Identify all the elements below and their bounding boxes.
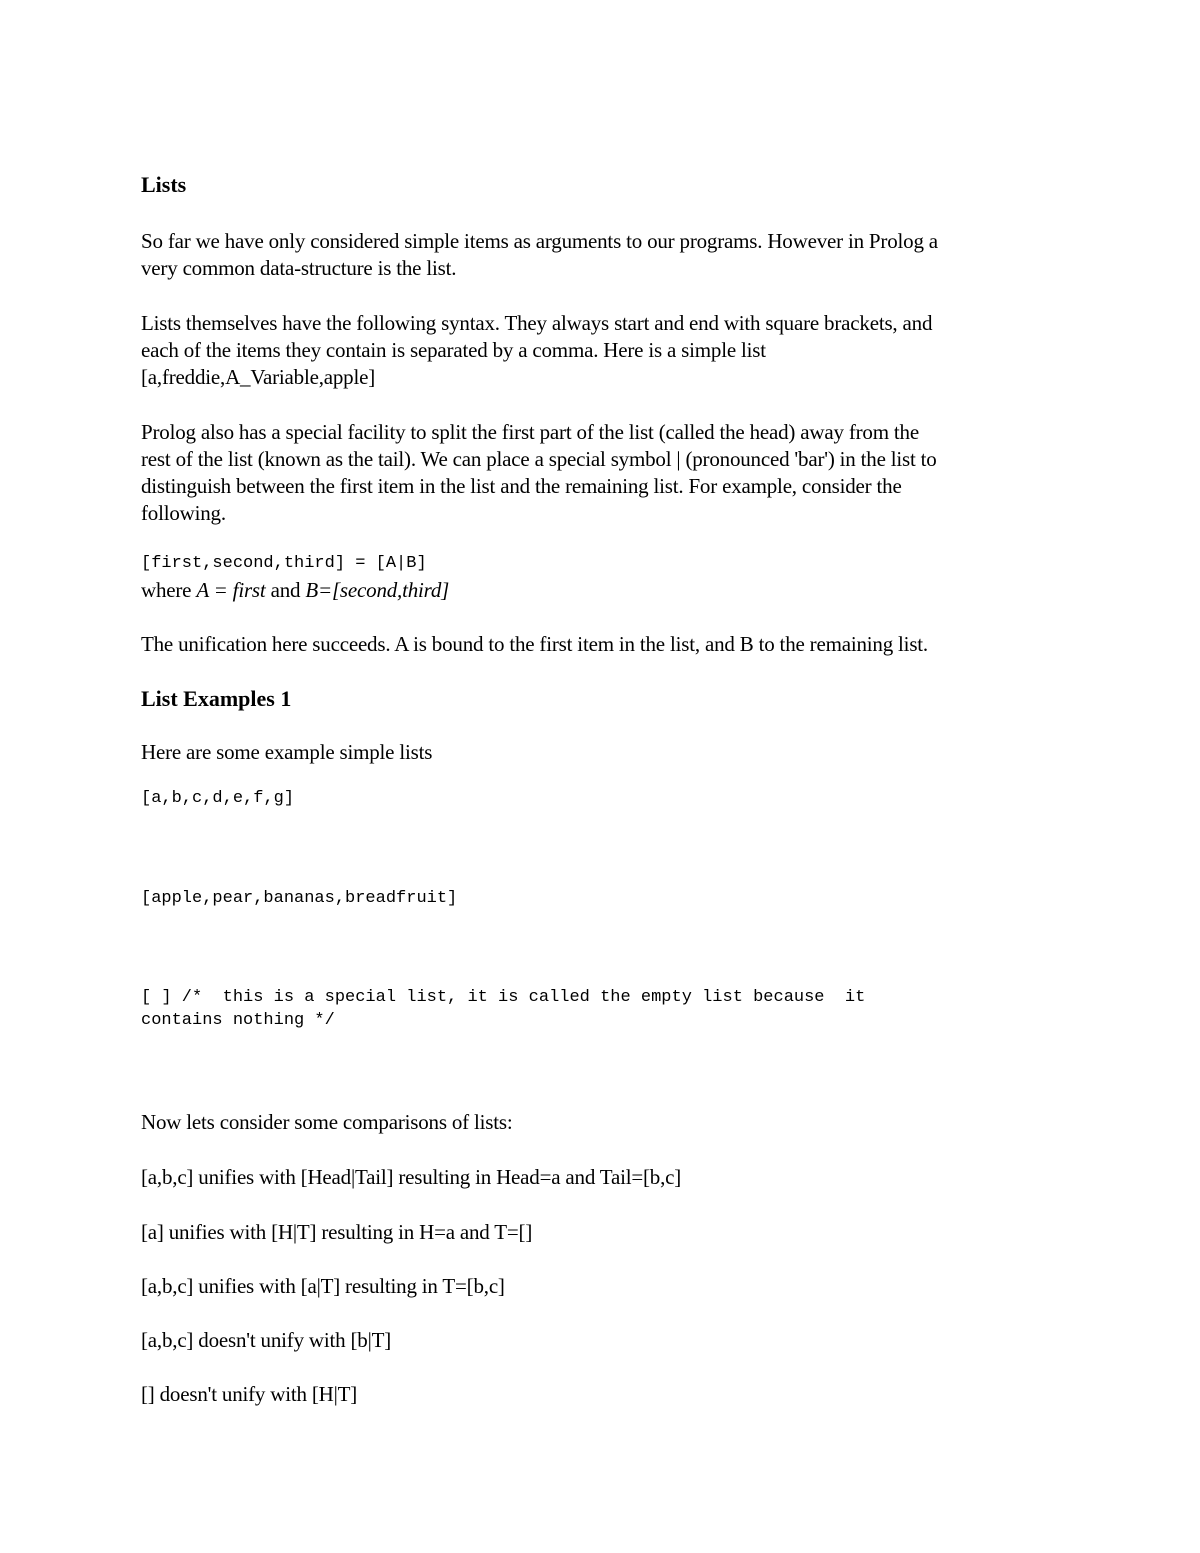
code-list-fruits: [apple,pear,bananas,breadfruit] [141, 889, 458, 908]
code-empty-list-line-2: contains nothing */ [141, 1011, 335, 1030]
heading-list-examples: List Examples 1 [141, 686, 292, 711]
paragraph-syntax-line-2: each of the items they contain is separated by a comma. Here is a simple list [141, 338, 766, 362]
comparison-item: [a,b,c] doesn't unify with [b|T] [141, 1328, 392, 1352]
where-middle: and [265, 578, 306, 602]
code-unification-example: [first,second,third] = [A|B] [141, 554, 427, 573]
paragraph-comparisons-intro: Now lets consider some comparisons of lists: [141, 1110, 513, 1134]
where-prefix: where [141, 578, 197, 602]
comparison-item: [a,b,c] unifies with [a|T] resulting in T=[b,c] [141, 1274, 505, 1298]
paragraph-head-tail-line-4: following. [141, 501, 226, 525]
paragraph-examples-intro: Here are some example simple lists [141, 740, 433, 764]
paragraph-head-tail-line-2: rest of the list (known as the tail). We can place a special symbol | (pronounced 'bar') in the list to [141, 447, 937, 471]
where-b-binding: B=[second,third] [305, 578, 450, 602]
heading-lists: Lists [141, 172, 187, 197]
comparison-item: [a] unifies with [H|T] resulting in H=a and T=[] [141, 1220, 533, 1244]
comparison-item: [a,b,c] unifies with [Head|Tail] resulting in Head=a and Tail=[b,c] [141, 1165, 682, 1189]
code-empty-list-line-1: [ ] /* this is a special list, it is called the empty list because it [141, 988, 866, 1007]
code-list-letters: [a,b,c,d,e,f,g] [141, 789, 295, 808]
comparison-item: [] doesn't unify with [H|T] [141, 1382, 358, 1406]
where-a-binding: A = first [196, 578, 266, 602]
paragraph-head-tail-line-3: distinguish between the first item in the list and the remaining list. For example, consider the [141, 474, 902, 498]
paragraph-unification-result: The unification here succeeds. A is bound to the first item in the list, and B to the remaining list. [141, 632, 928, 656]
paragraph-syntax-line-1: Lists themselves have the following syntax. They always start and end with square brackets, and [141, 311, 933, 335]
paragraph-syntax-line-3: [a,freddie,A_Variable,apple] [141, 365, 376, 389]
paragraph-intro-line-2: very common data-structure is the list. [141, 256, 457, 280]
paragraph-head-tail-line-1: Prolog also has a special facility to split the first part of the list (called the head) away from the [141, 420, 919, 444]
where-line [141, 577, 449, 604]
paragraph-intro-line-1: So far we have only considered simple items as arguments to our programs. However in Prolog a [141, 229, 938, 253]
